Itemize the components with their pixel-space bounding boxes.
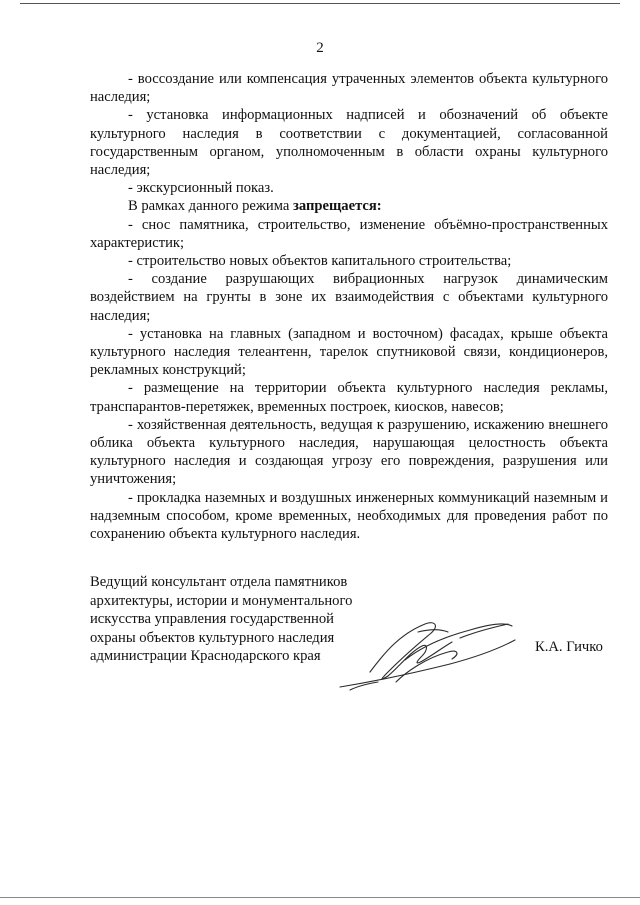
document-body [90, 70, 608, 543]
regime-heading [90, 197, 608, 215]
prohibited-item: - прокладка наземных и воздушных инженерных коммуникаций наземным и надземным способом, кроме временных, необходимых для проведения работ по сохранению объекта культурного наследия. [90, 489, 608, 543]
prohibited-item: - хозяйственная деятельность, ведущая к разрушению, искажению внешнего облика объекта культурного наследия, нарушающая целостность объекта культурного наследия и создающая угрозу его повреждения, разрушения или уничтожения; [90, 416, 608, 488]
prohibited-item: - снос памятника, строительство, изменение объёмно-пространственных характеристик; [90, 216, 608, 251]
signatory-title-line: искусства управления государственной [90, 611, 334, 627]
regime-intro: В рамках данного режима [128, 198, 293, 215]
page-number: 2 [316, 40, 324, 56]
signatory-title-line: архитектуры, истории и монументального [90, 592, 353, 609]
prohibited-item: - установка на главных (западном и восточном) фасадах, крыше объекта культурного наследия телеантенн, тарелок спутниковой связи, кондиционеров, рекламных конструкций; [90, 325, 608, 379]
prohibited-item: - размещение на территории объекта культурного наследия рекламы, транспарантов-перетяжек, временных построек, киосков, навесов; [90, 380, 608, 415]
scan-edge-bottom [0, 897, 640, 898]
regime-prohibited-label: запрещается: [293, 198, 382, 215]
signatory-title-line: администрации Краснодарского края [90, 648, 321, 664]
prohibited-item: - создание разрушающих вибрационных нагрузок динамическим воздействием на грунты в зоне их взаимодействия с объектами культурного наследия; [90, 271, 608, 324]
list-item: - воссоздание или компенсация утраченных элементов объекта культурного наследия; [90, 71, 608, 106]
signatory-title-line: охраны объектов культурного наследия [90, 629, 335, 646]
list-item: - установка информационных надписей и обозначений об объекте культурного наследия в соответствии с документацией, согласованной государственным органом, уполномоченным в области охраны культурного наследия; [90, 107, 608, 179]
signatory-title-line: Ведущий консультант отдела памятников [90, 574, 348, 590]
handwritten-signature [330, 612, 530, 692]
list-item: - экскурсионный показ. [128, 180, 274, 197]
scan-edge-top [20, 3, 620, 4]
prohibited-item: - строительство новых объектов капитального строительства; [128, 253, 512, 270]
signer-name: К.А. Гичко [535, 639, 603, 655]
